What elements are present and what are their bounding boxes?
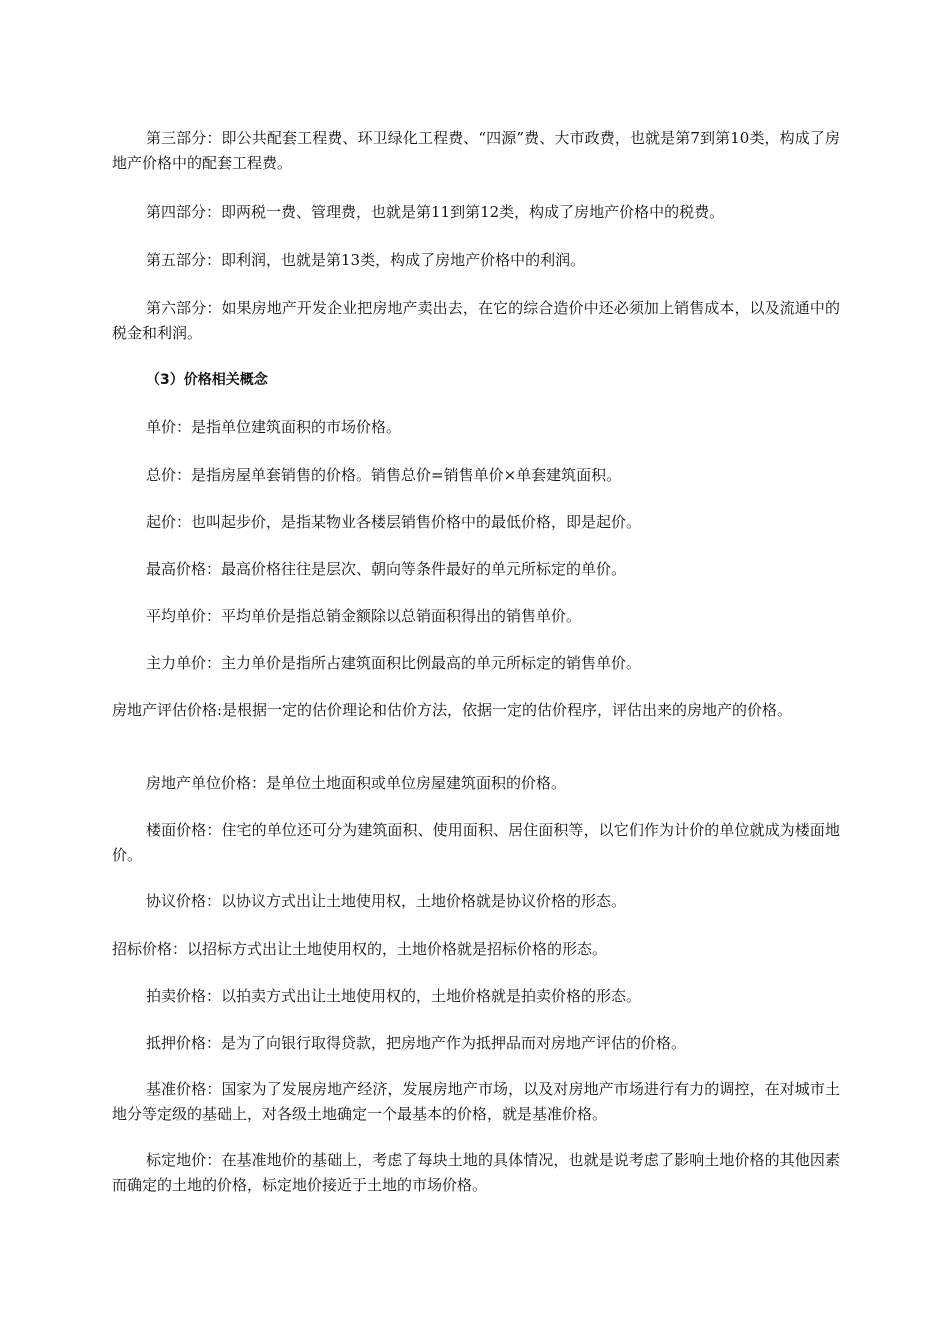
paragraph-highest-price: 最高价格：最高价格往往是层次、朝向等条件最好的单元所标定的单价。 xyxy=(146,560,627,578)
paragraph-total-price: 总价：是指房屋单套销售的价格。销售总价=销售单价×单套建筑面积。 xyxy=(146,466,622,484)
paragraph-part-six: 第六部分：如果房地产开发企业把房地产卖出去，在它的综合造价中还必须加上销售成本，以及流通中的税金和利润。 xyxy=(112,299,840,342)
paragraph-benchmark-price: 基准价格：国家为了发展房地产经济，发展房地产市场，以及对房地产市场进行有力的调控，在对城市土地分等定级的基础上，对各级土地确定一个最基本的价格，就是基准价格。 xyxy=(112,1080,840,1123)
paragraph-tender-price: 招标价格：以招标方式出让土地使用权的，土地价格就是招标价格的形态。 xyxy=(112,940,608,958)
paragraph-standard-land-price: 标定地价：在基准地价的基础上，考虑了每块土地的具体情况，也就是说考虑了影响土地价格的其他因素而确定的土地的价格，标定地价接近于土地的市场价格。 xyxy=(112,1151,840,1194)
paragraph-appraisal-price: 房地产评估价格:是根据一定的估价理论和估价方法，依据一定的估价程序，评估出来的房地产的价格。 xyxy=(112,701,793,719)
paragraph-starting-price: 起价：也叫起步价，是指某物业各楼层销售价格中的最低价格，即是起价。 xyxy=(146,513,642,531)
paragraph-mortgage-price: 抵押价格：是为了向银行取得贷款，把房地产作为抵押品而对房地产评估的价格。 xyxy=(146,1034,687,1052)
paragraph-real-estate-unit-price: 房地产单位价格：是单位土地面积或单位房屋建筑面积的价格。 xyxy=(146,774,567,792)
paragraph-main-price: 主力单价：主力单价是指所占建筑面积比例最高的单元所标定的销售单价。 xyxy=(146,654,642,672)
paragraph-floor-price: 楼面价格：住宅的单位还可分为建筑面积、使用面积、居住面积等，以它们作为计价的单位就成为楼面地价。 xyxy=(112,821,840,864)
paragraph-average-price: 平均单价：平均单价是指总销金额除以总销面积得出的销售单价。 xyxy=(146,607,582,625)
paragraph-part-five: 第五部分：即利润，也就是第13类，构成了房地产价格中的利润。 xyxy=(146,251,586,269)
paragraph-unit-price: 单价：是指单位建筑面积的市场价格。 xyxy=(146,418,402,436)
paragraph-part-four: 第四部分：即两税一费、管理费，也就是第11到第12类，构成了房地产价格中的税费。 xyxy=(146,203,725,221)
paragraph-auction-price: 拍卖价格：以拍卖方式出让土地使用权的，土地价格就是拍卖价格的形态。 xyxy=(146,987,642,1005)
paragraph-agreement-price: 协议价格：以协议方式出让土地使用权，土地价格就是协议价格的形态。 xyxy=(146,892,627,910)
section-heading: （3）价格相关概念 xyxy=(146,372,268,388)
paragraph-part-three: 第三部分：即公共配套工程费、环卫绿化工程费、“四源”费、大市政费，也就是第7到第10类，构成了房地产价格中的配套工程费。 xyxy=(112,129,840,172)
